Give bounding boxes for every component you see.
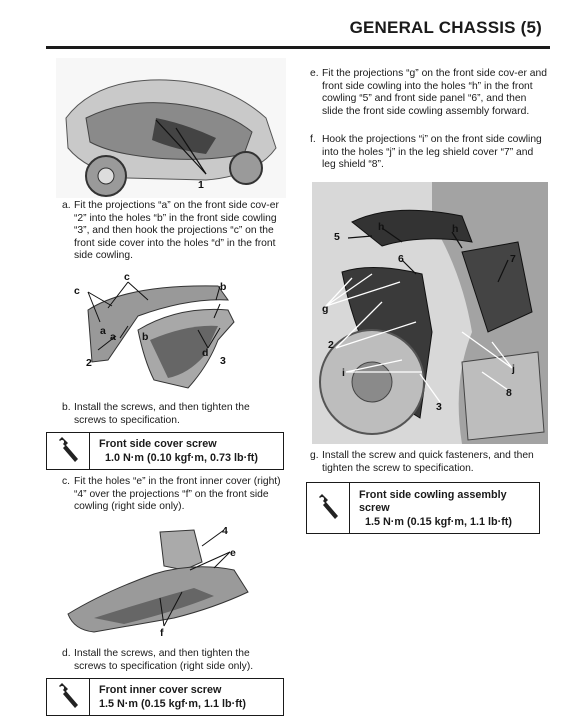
fig4-callout-5: 5 [334, 231, 340, 243]
fig2-callout-b-right: b [220, 281, 227, 293]
fig3-callout-4: 4 [222, 525, 228, 537]
fig3-callout-e: e [230, 547, 236, 559]
fig4-callout-7: 7 [510, 253, 516, 265]
step-b [62, 402, 284, 427]
step-c-label: c. [62, 476, 71, 487]
step-b-label: b. [62, 402, 71, 413]
fig4-callout-i: i [342, 367, 345, 379]
torque-box-front-inner-cover-screw [46, 678, 284, 716]
step-b-text: Install the screws, and then tighten the screws to specification. [74, 402, 250, 426]
fig4-callout-3: 3 [436, 401, 442, 413]
fig4-callout-g: g [322, 303, 329, 315]
step-g [310, 450, 550, 475]
fig2-callout-c-left: c [74, 285, 80, 297]
step-e-label: e. [310, 68, 319, 79]
torque-box-front-side-cowling-screw [306, 482, 540, 534]
step-c [62, 476, 284, 514]
torque-value: 1.5 N·m (0.15 kgf·m, 1.1 lb·ft) [99, 698, 246, 710]
step-a [62, 200, 284, 263]
step-e [310, 68, 548, 118]
fig4-callout-h-2: h [452, 223, 459, 235]
step-g-text: Install the screw and quick fasteners, and then tighten the screw to specification. [322, 450, 534, 474]
step-g-label: g. [310, 450, 319, 461]
fig2-callout-a-2: a [110, 331, 116, 343]
torque-wrench-icon [307, 483, 350, 533]
fig4-callout-h-1: h [378, 221, 385, 233]
torque-box-front-side-cover-screw [46, 432, 284, 470]
step-f [310, 134, 548, 172]
fig4-callout-8: 8 [506, 387, 512, 399]
step-e-text: Fit the projections “g” on the front side cov-er and front side cowling into the holes “h” in the front cowling “5” and front side panel “6”, and then slide the front side cowling assembly forward. [322, 68, 547, 117]
header-rule [46, 46, 550, 49]
step-d-label: d. [62, 648, 71, 659]
torque-value: 1.5 N·m (0.15 kgf·m, 1.1 lb·ft) [365, 516, 512, 528]
fig4-callout-j: j [512, 363, 515, 375]
fig2-callout-b-left: b [142, 331, 149, 343]
fig4-callout-6: 6 [398, 253, 404, 265]
step-a-text: Fit the projections “a” on the front side cov-er “2” into the holes “b” in the front side cowling “3”, and then hook the projections “c” on the front side cover into the holes “d” in the front side cowling. [74, 200, 279, 262]
torque-name: Front side cover screw [99, 438, 217, 450]
fig2-callout-2: 2 [86, 357, 92, 369]
step-a-label: a. [62, 200, 71, 211]
torque-wrench-icon [47, 433, 90, 469]
torque-value: 1.0 N·m (0.10 kgf·m, 0.73 lb·ft) [105, 452, 258, 464]
torque-name: Front inner cover screw [99, 684, 222, 696]
step-c-text: Fit the holes “e” in the front inner cover (right) “4” over the projections “f” on the front side cowling (right side only). [74, 476, 281, 513]
figure-scooter-overview [56, 58, 286, 198]
step-f-text: Hook the projections “i” on the front side cowling into the holes “j” in the leg shield cover “7” and leg shield “8”. [322, 134, 542, 171]
page-title: GENERAL CHASSIS (5) [349, 18, 542, 37]
torque-wrench-icon [47, 679, 90, 715]
fig2-callout-a-1: a [100, 325, 106, 337]
fig4-callout-2: 2 [328, 339, 334, 351]
figure-front-inner-cover [64, 522, 260, 642]
figure-front-side-cowling-assembly [312, 182, 548, 444]
step-d-text: Install the screws, and then tighten the screws to specification (right side only). [74, 648, 254, 672]
figure-front-side-cover [68, 270, 248, 398]
fig3-callout-f: f [160, 627, 164, 639]
fig2-callout-c-top: c [124, 271, 130, 283]
torque-name-line1: Front side cowling assembly [359, 489, 507, 501]
torque-name-line2: screw [359, 502, 390, 514]
step-f-label: f. [310, 134, 316, 145]
fig2-callout-3: 3 [220, 355, 226, 367]
step-d [62, 648, 284, 673]
fig2-callout-d: d [202, 347, 209, 359]
fig1-callout-1: 1 [198, 179, 204, 191]
